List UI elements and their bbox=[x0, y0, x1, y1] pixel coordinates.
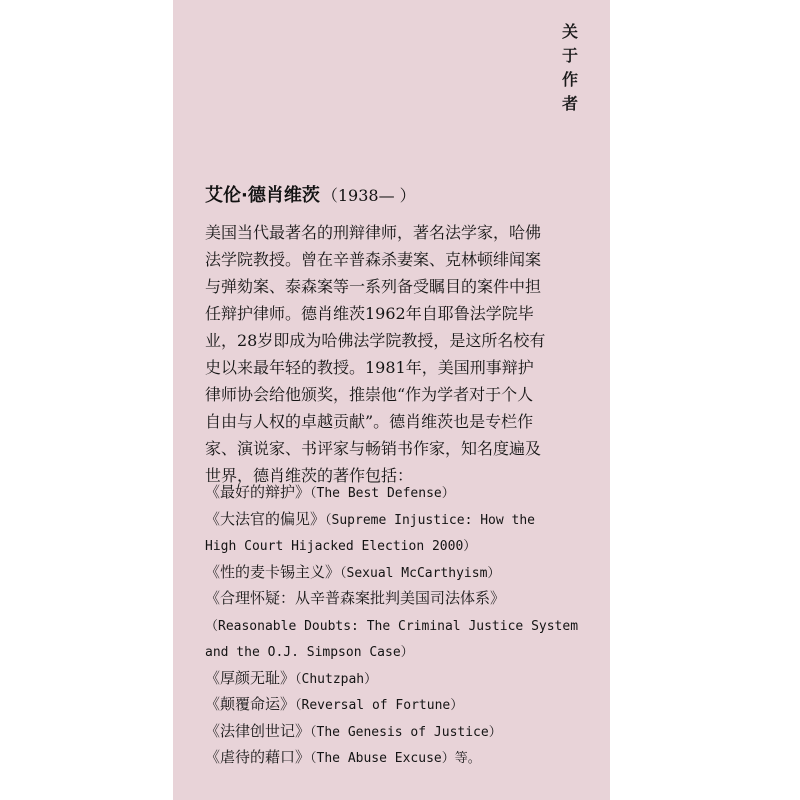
book-title-en: （The Abuse Excuse）等。 bbox=[310, 751, 481, 766]
bio-line: 法学院教授。曾在辛普森杀妻案、克林顿绯闻案 bbox=[205, 250, 542, 269]
book-item-continued bbox=[205, 533, 600, 560]
author-bio bbox=[205, 219, 600, 489]
book-title-zh: 《大法官的偏见》 bbox=[205, 509, 326, 528]
book-title-en: （Sexual McCarthyism） bbox=[340, 565, 501, 581]
book-title-en: （Reversal of Fortune） bbox=[295, 698, 464, 713]
book-title-zh: 《颠覆命运》 bbox=[205, 695, 296, 713]
bio-line: 与弹劾案、泰森案等一系列备受瞩目的案件中担 bbox=[205, 277, 542, 296]
book-item bbox=[205, 719, 600, 746]
author-years: （1938— ） bbox=[321, 186, 416, 205]
bio-line: 世界，德肖维茨的著作包括： bbox=[205, 466, 414, 485]
section-title-char: 者 bbox=[561, 94, 578, 113]
section-title-char: 作 bbox=[561, 70, 578, 89]
book-item bbox=[205, 507, 600, 534]
bio-line: 律师协会给他颁奖，推崇他“作为学者对于个人 bbox=[205, 385, 534, 404]
book-title-zh: 《性的麦卡锡主义》 bbox=[205, 562, 341, 581]
author-name: 艾伦·德肖维茨 bbox=[205, 185, 320, 206]
book-title-zh: 《最好的辩护》 bbox=[205, 483, 311, 501]
book-item-continued bbox=[205, 613, 600, 640]
book-title-en: （The Best Defense） bbox=[310, 486, 455, 501]
book-item bbox=[205, 666, 600, 693]
book-title-en: （Reasonable Doubts: The Criminal Justice System bbox=[205, 618, 579, 634]
book-title-zh: 《虐待的藉口》 bbox=[205, 748, 311, 766]
book-list bbox=[205, 480, 600, 772]
book-item-continued bbox=[205, 639, 600, 666]
book-title-zh: 《合理怀疑：从辛普森案批判美国司法体系》 bbox=[205, 589, 506, 607]
book-title-zh: 《厚颜无耻》 bbox=[205, 668, 296, 687]
bio-line: 任辩护律师。德肖维茨1962年自耶鲁法学院毕 bbox=[205, 304, 534, 323]
section-title-char: 于 bbox=[561, 46, 578, 65]
book-title-en: and the O.J. Simpson Case） bbox=[205, 645, 414, 660]
bio-line: 史以来最年轻的教授。1981年，美国刑事辩护 bbox=[205, 358, 534, 377]
book-title-en: High Court Hijacked Election 2000） bbox=[205, 539, 477, 554]
book-item bbox=[205, 586, 600, 613]
bio-line: 美国当代最著名的刑辩律师，著名法学家，哈佛 bbox=[205, 223, 542, 242]
bio-line: 家、演说家、书评家与畅销书作家，知名度遍及 bbox=[205, 439, 542, 458]
book-title-en: （The Genesis of Justice） bbox=[310, 724, 502, 740]
book-item bbox=[205, 692, 600, 719]
book-item bbox=[205, 745, 600, 772]
book-item bbox=[205, 480, 600, 507]
section-title-vertical bbox=[558, 20, 582, 116]
bio-line: 业，28岁即成为哈佛法学院教授，是这所名校有 bbox=[205, 331, 546, 350]
book-title-en: （Supreme Injustice: How the bbox=[325, 512, 536, 528]
bio-line: 自由与人权的卓越贡献”。德肖维茨也是专栏作 bbox=[205, 412, 534, 431]
section-title-char: 关 bbox=[561, 22, 578, 41]
book-title-zh: 《法律创世记》 bbox=[205, 721, 311, 740]
book-item bbox=[205, 560, 600, 587]
author-heading bbox=[205, 181, 416, 207]
book-title-en: （Chutzpah） bbox=[295, 671, 378, 687]
